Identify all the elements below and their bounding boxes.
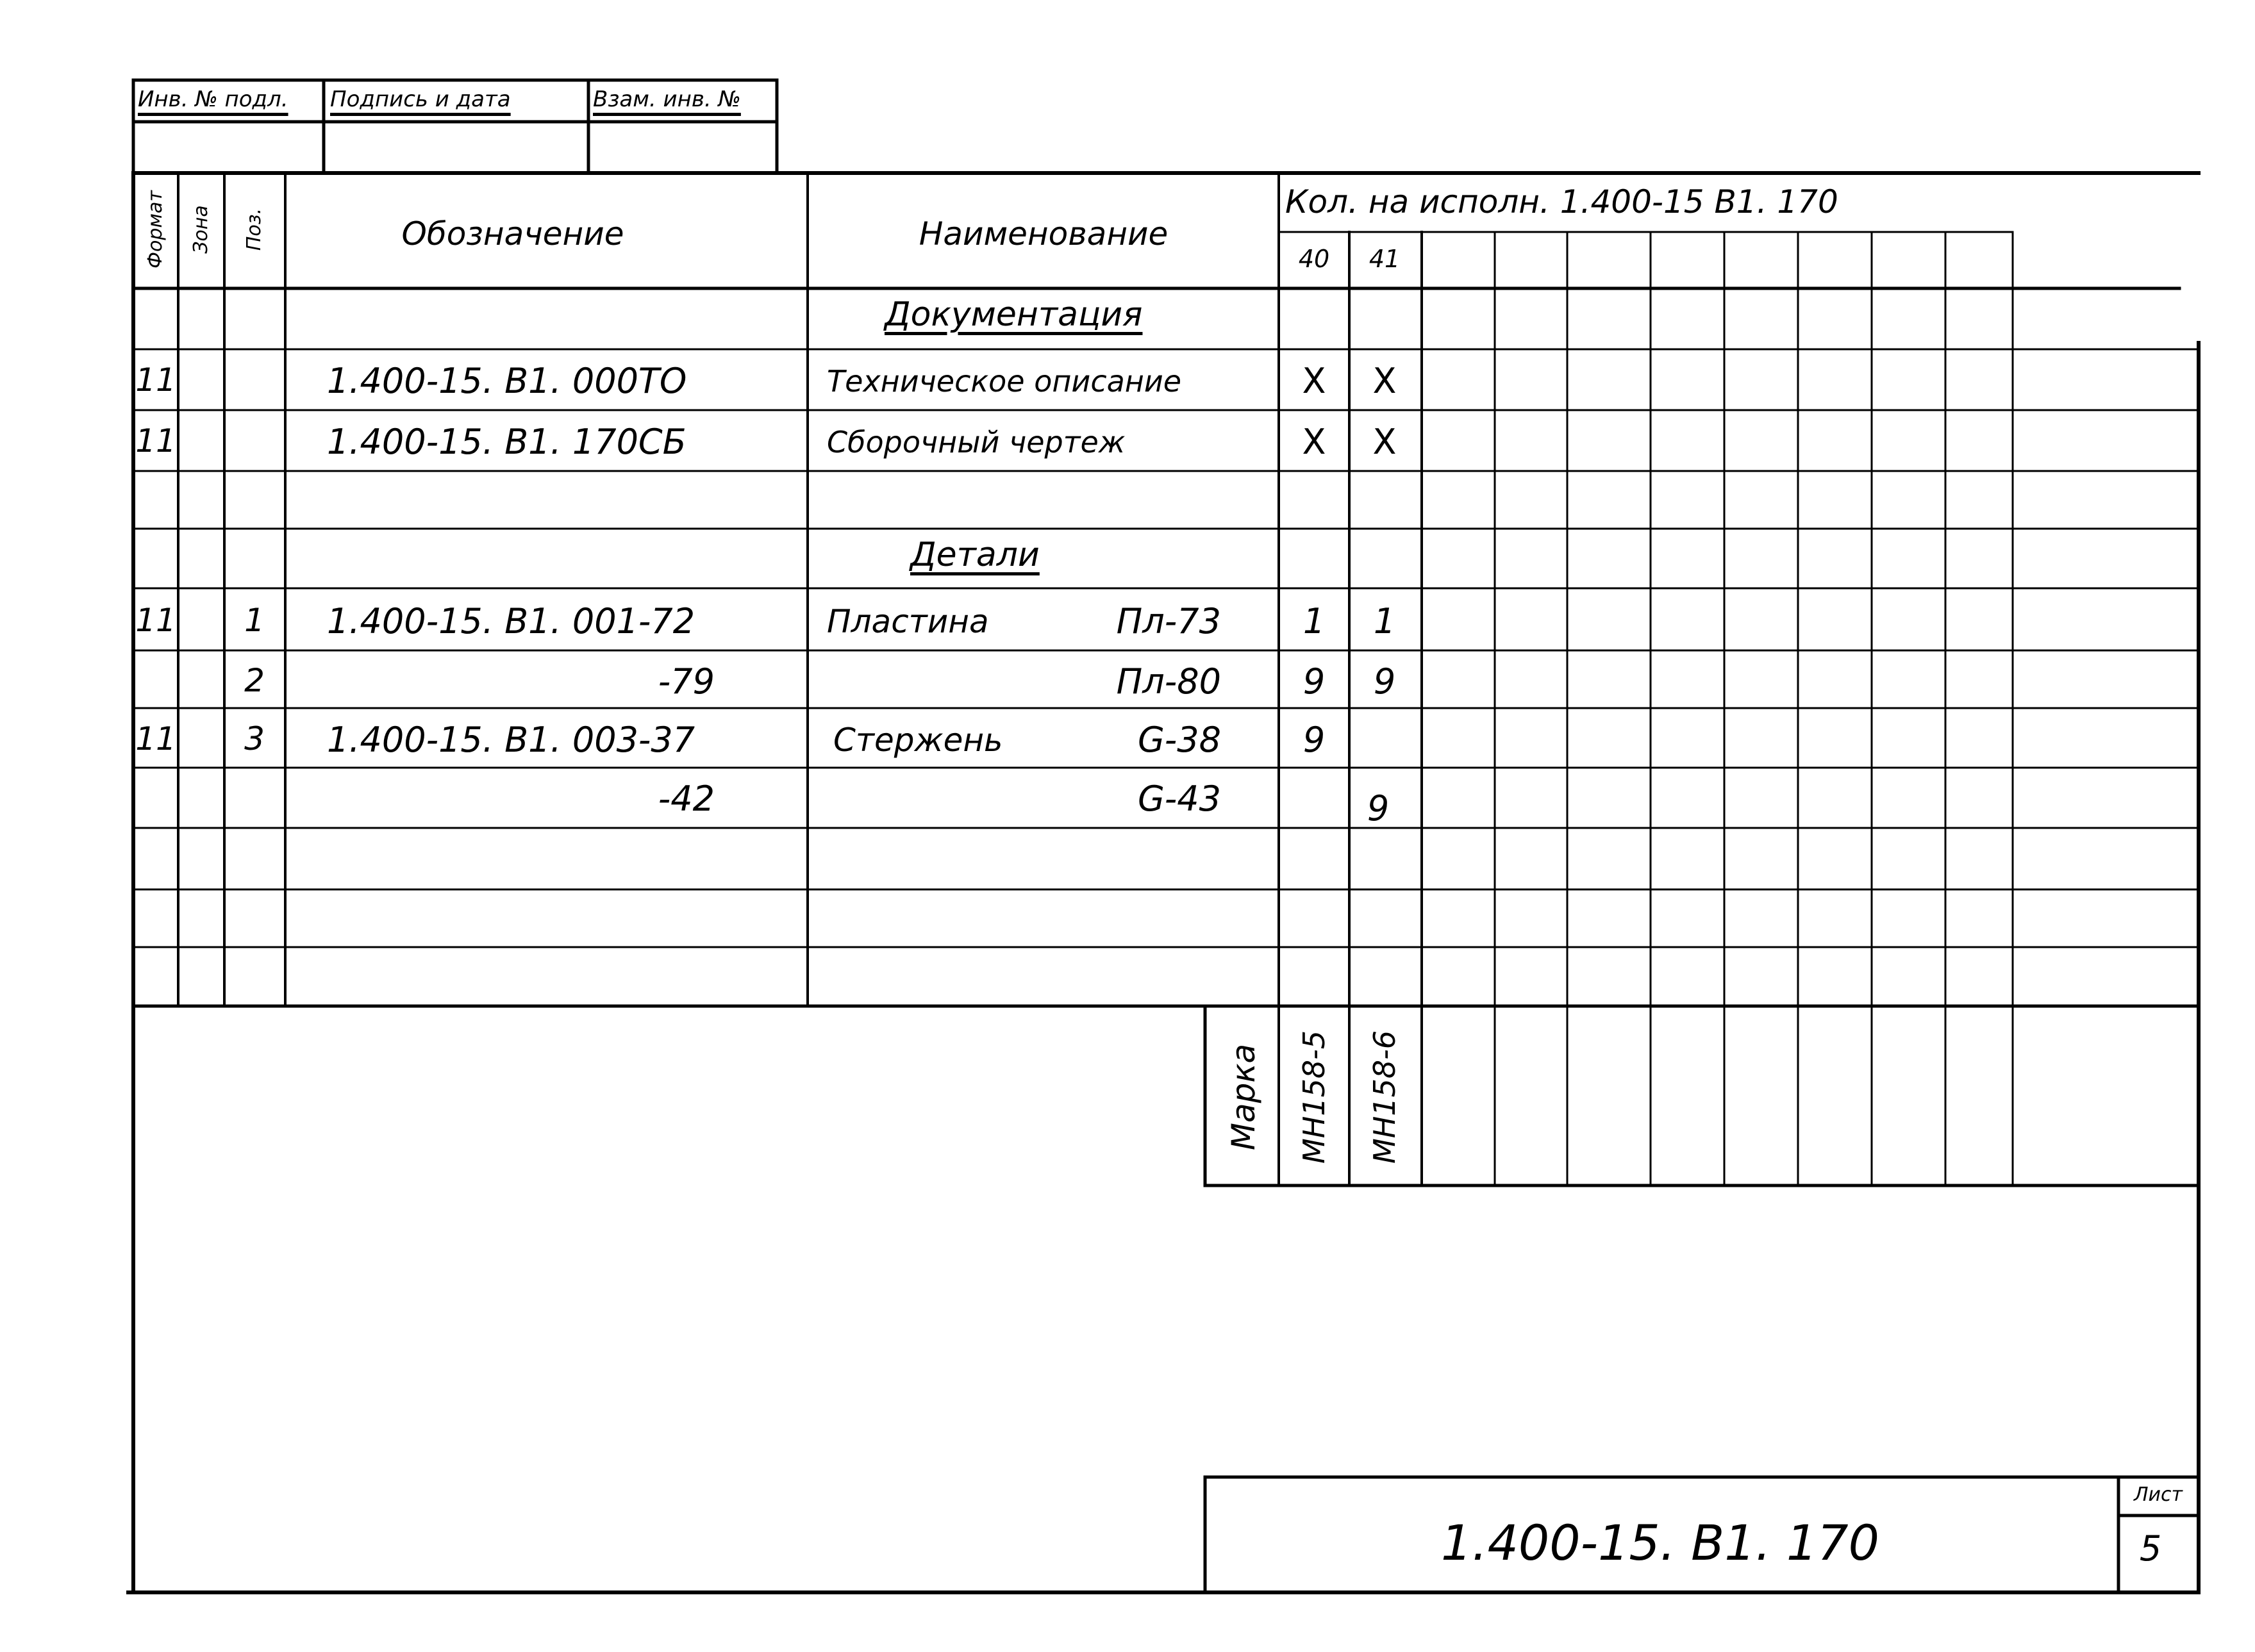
row-position: 2 [244, 662, 265, 699]
sheet-number: 5 [2139, 1528, 2162, 1569]
mark-label: Марка [1225, 1043, 1262, 1151]
row-position: 3 [244, 720, 265, 757]
mark-value-40: МН158-5 [1297, 1030, 1331, 1164]
variant-41-header: 41 [1369, 245, 1401, 273]
row-qty-40: 9 [1302, 720, 1326, 760]
inventory-number-label: Инв. № подл. [138, 87, 288, 112]
row-designation: -42 [658, 779, 715, 819]
row-format: 11 [135, 361, 176, 399]
row-mark: Пл-73 [1116, 601, 1221, 641]
row-designation: 1.400-15. В1. 170СБ [327, 422, 686, 462]
sheet-label: Лист [2133, 1483, 2183, 1506]
variant-40-header: 40 [1298, 245, 1330, 273]
row-qty-40: 9 [1302, 661, 1326, 702]
row-qty-41: X [1372, 422, 1397, 462]
row-qty-40: X [1302, 422, 1326, 462]
row-position: 1 [244, 602, 265, 639]
row-qty-41: 1 [1373, 601, 1396, 641]
row-format: 11 [135, 720, 176, 757]
position-column-header: Поз. [243, 208, 265, 251]
designation-column-header: Обозначение [401, 215, 624, 252]
row-name: Пластина [827, 603, 989, 640]
row-qty-40: 1 [1302, 601, 1326, 641]
section-heading-parts: Детали [910, 536, 1040, 574]
row-qty-41: 9 [1367, 788, 1390, 829]
row-mark: Пл-80 [1116, 661, 1221, 702]
row-qty-41: 9 [1373, 661, 1396, 702]
row-designation: 1.400-15. В1. 003-37 [327, 720, 695, 760]
row-mark: G-43 [1137, 779, 1221, 819]
row-designation: -79 [658, 661, 715, 702]
row-format: 11 [135, 422, 176, 459]
replaced-inventory-label: Взам. инв. № [593, 87, 741, 112]
row-mark: G-38 [1137, 720, 1221, 760]
row-name: Сборочный чертеж [827, 425, 1126, 459]
format-column-header: Формат [144, 190, 167, 268]
section-heading-documentation: Документация [885, 295, 1143, 334]
mark-value-41: МН158-6 [1367, 1030, 1402, 1164]
row-designation: 1.400-15. В1. 001-72 [327, 601, 695, 641]
row-qty-41: X [1372, 361, 1397, 401]
zone-column-header: Зона [190, 205, 212, 254]
row-designation: 1.400-15. В1. 000ТО [327, 361, 687, 401]
row-format: 11 [135, 602, 176, 639]
signature-date-label: Подпись и дата [330, 87, 511, 112]
document-code: 1.400-15. В1. 170 [1441, 1514, 1879, 1571]
name-column-header: Наименование [919, 215, 1169, 252]
row-name: Стержень [833, 722, 1003, 759]
row-name: Техническое описание [827, 364, 1182, 399]
quantity-by-variant-header: Кол. на исполн. 1.400-15 В1. 170 [1285, 183, 1838, 220]
row-qty-40: X [1302, 361, 1326, 401]
